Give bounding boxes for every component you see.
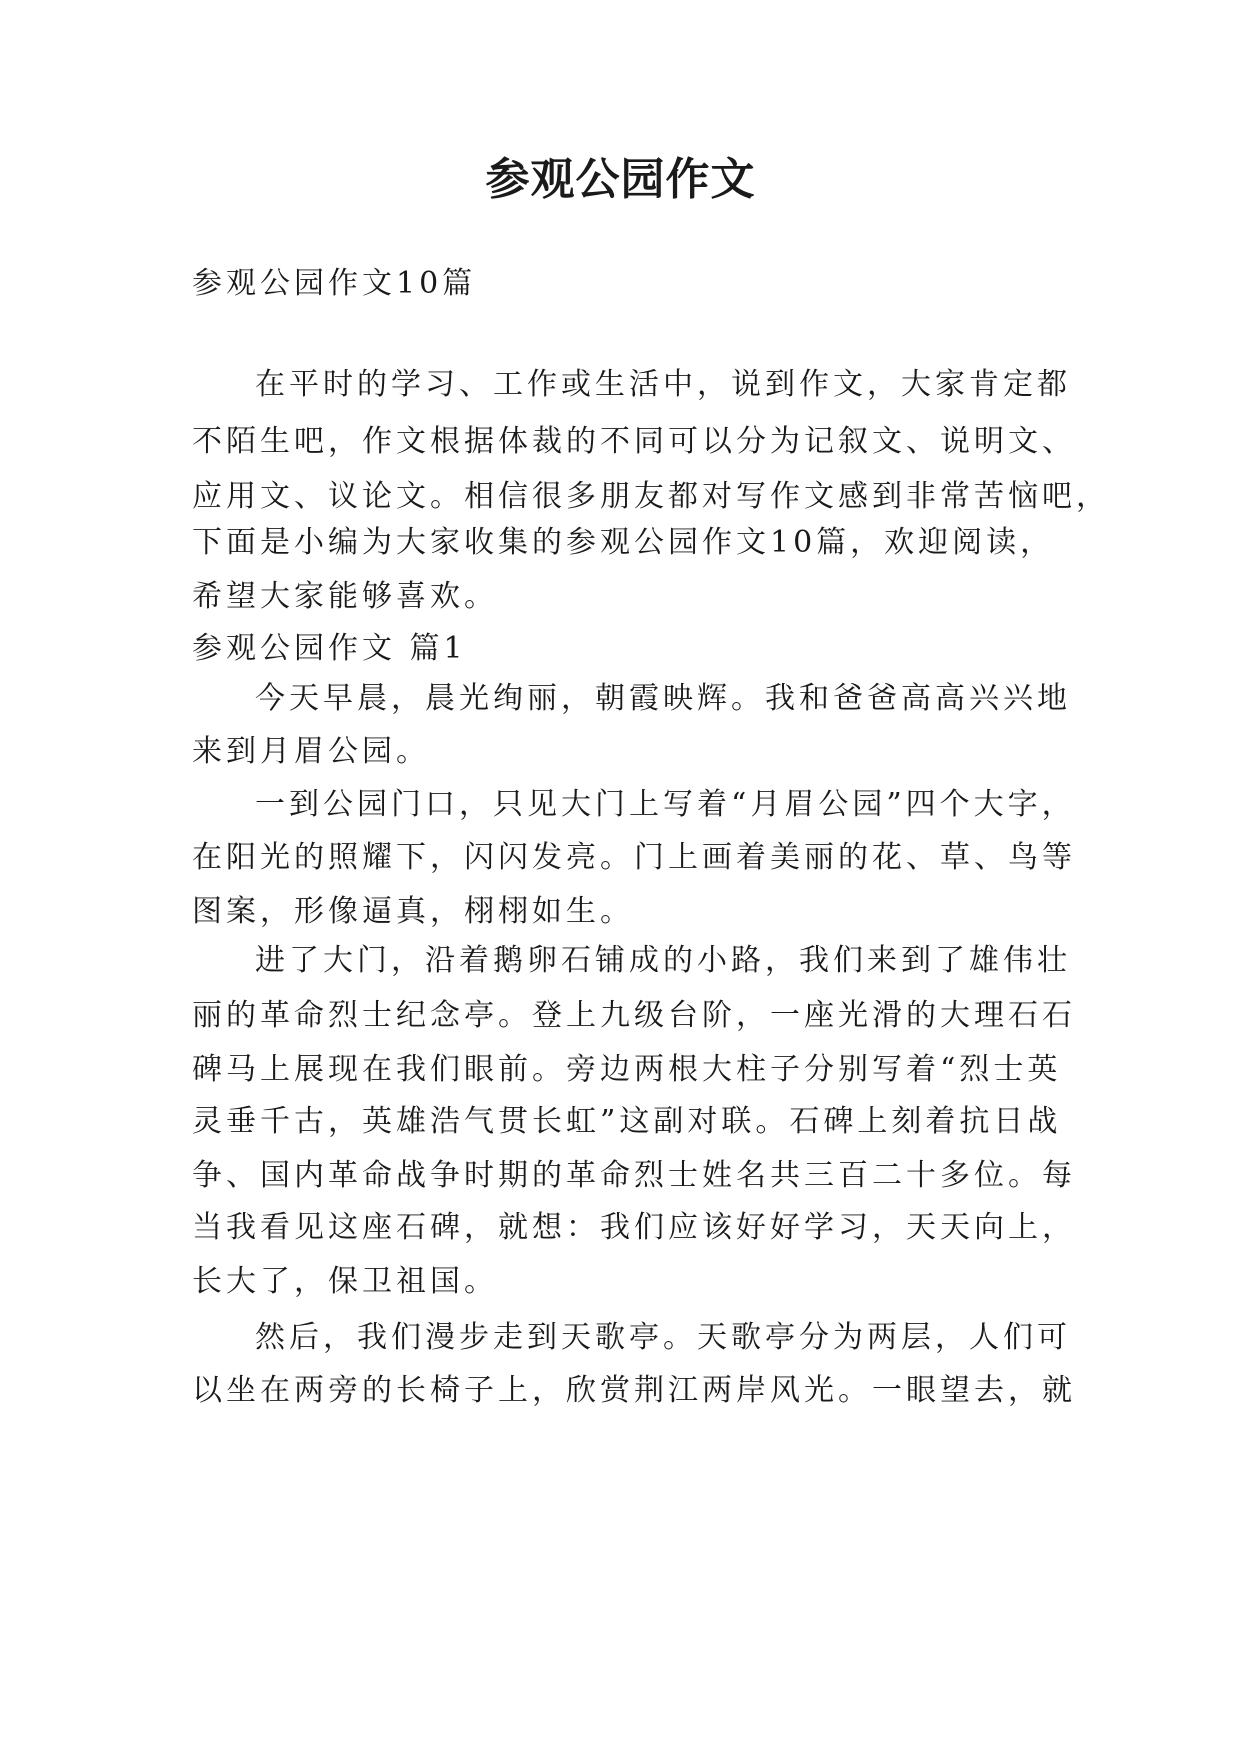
paragraph-line: 碑马上展现在我们眼前。旁边两根大柱子分别写着“烈士英 xyxy=(192,1052,1062,1087)
paragraph-line: 图案，形像逼真，栩栩如生。 xyxy=(192,894,634,929)
paragraph-line: 以坐在两旁的长椅子上，欣赏荆江两岸风光。一眼望去，就 xyxy=(192,1373,1076,1408)
paragraph-line: 来到月眉公园。 xyxy=(192,734,430,769)
document-subtitle: 参观公园作文10篇 xyxy=(192,266,477,301)
paragraph-line: 今天早晨，晨光绚丽，朝霞映辉。我和爸爸高高兴兴地 xyxy=(255,681,1071,716)
paragraph-line: 当我看见这座石碑，就想：我们应该好好学习，天天向上， xyxy=(192,1210,1076,1245)
document-title: 参观公园作文 xyxy=(485,154,756,205)
paragraph-line: 然后，我们漫步走到天歌亭。天歌亭分为两层，人们可 xyxy=(255,1320,1071,1355)
intro-line: 应用文、议论文。相信很多朋友都对写作文感到非常苦恼吧， xyxy=(192,479,1110,514)
paragraph-line: 长大了，保卫祖国。 xyxy=(192,1264,498,1299)
section-heading: 参观公园作文 篇1 xyxy=(192,631,467,666)
paragraph-line: 一到公园门口，只见大门上写着“月眉公园”四个大字， xyxy=(255,787,1076,822)
paragraph-line: 进了大门，沿着鹅卵石铺成的小路，我们来到了雄伟壮 xyxy=(255,943,1071,978)
paragraph-line: 在阳光的照耀下，闪闪发亮。门上画着美丽的花、草、鸟等 xyxy=(192,840,1076,875)
intro-line: 下面是小编为大家收集的参观公园作文10篇，欢迎阅读， xyxy=(192,525,1055,560)
paragraph-line: 灵垂千古，英雄浩气贯长虹”这副对联。石碑上刻着抗日战 xyxy=(192,1104,1062,1139)
paragraph-line: 争、国内革命战争时期的革命烈士姓名共三百二十多位。每 xyxy=(192,1158,1076,1193)
paragraph-line: 丽的革命烈士纪念亭。登上九级台阶，一座光滑的大理石石 xyxy=(192,998,1076,1033)
intro-line: 不陌生吧，作文根据体裁的不同可以分为记叙文、说明文、 xyxy=(192,424,1076,459)
intro-line: 希望大家能够喜欢。 xyxy=(192,579,498,614)
intro-line: 在平时的学习、工作或生活中，说到作文，大家肯定都 xyxy=(255,367,1071,402)
